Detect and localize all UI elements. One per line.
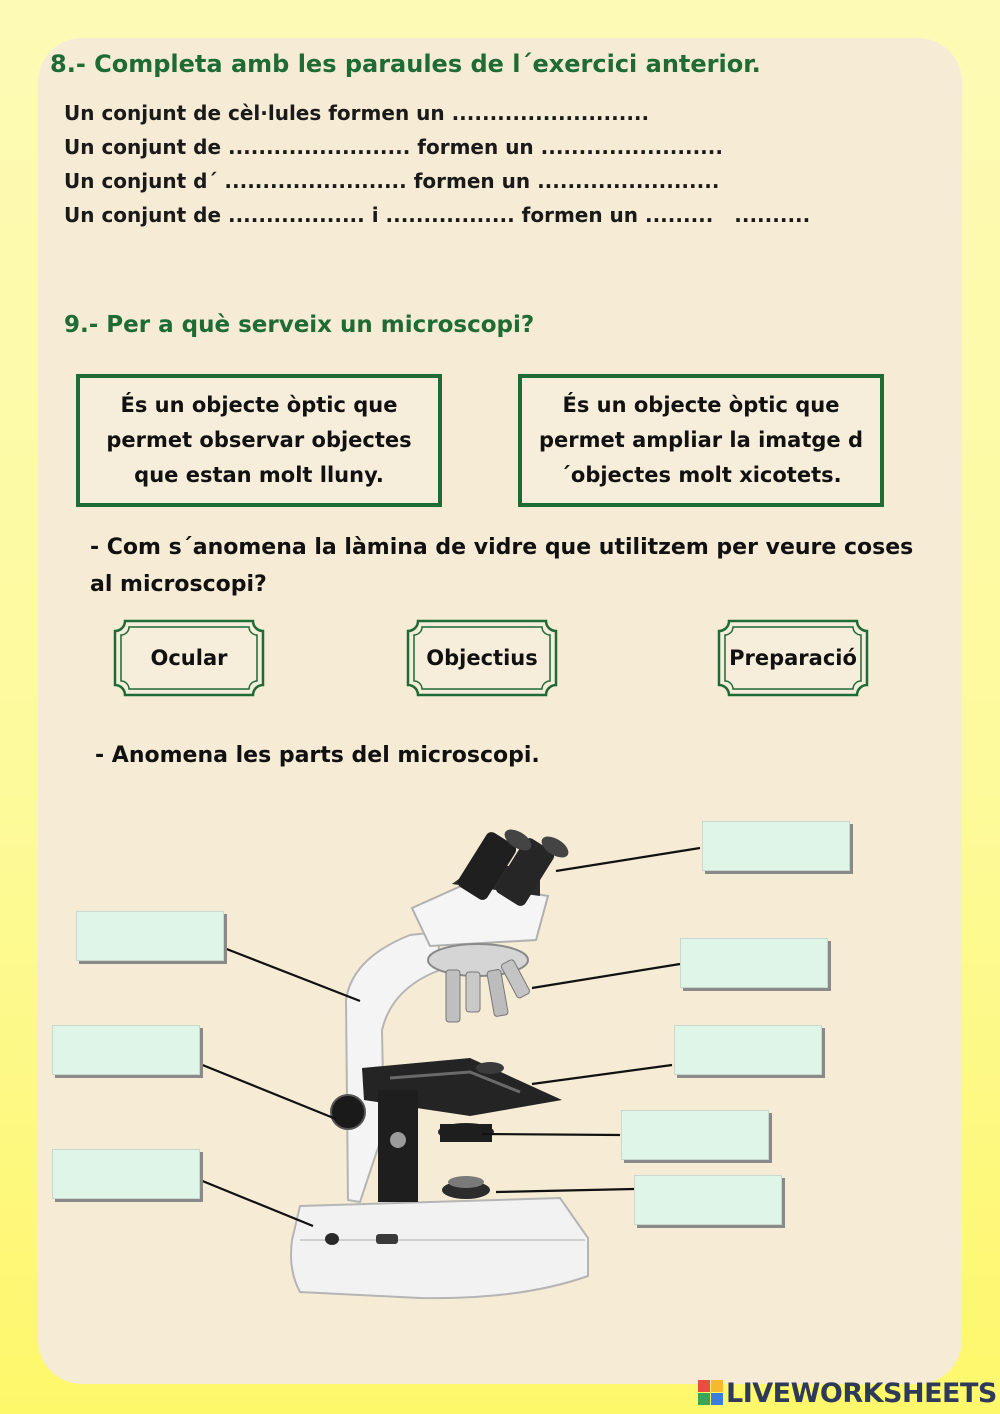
choice-objectius-label: Objectius: [426, 646, 538, 670]
logo-blocks-icon: [698, 1380, 724, 1406]
objective-lenses: [428, 944, 531, 1022]
choice-preparacio[interactable]: [717, 619, 869, 697]
choice-ocular[interactable]: [113, 619, 265, 697]
light-source: [442, 1176, 490, 1199]
answer-box-focus-knob[interactable]: [52, 1025, 200, 1075]
logo-text: LIVEWORKSHEETS: [726, 1377, 997, 1409]
answer-box-objectives[interactable]: [680, 938, 828, 988]
answer-box-condenser[interactable]: [621, 1110, 769, 1160]
question-glass-slide: - Com s´anomena la làmina de vidre que utilitzem per veure coses al microscopi?: [90, 535, 914, 597]
option-microscope-text: És un objecte òptic que permet ampliar la imatge d´objectes molt xicotets.: [538, 393, 863, 487]
answer-box-eyepiece[interactable]: [702, 821, 850, 871]
question-microscope-parts: - Anomena les parts del microscopi.: [95, 743, 540, 768]
choice-ocular-label: Ocular: [150, 646, 228, 670]
fill-line-3: Un conjunt d´ ........................ formen un ........................: [64, 169, 720, 193]
answer-box-light-source[interactable]: [634, 1175, 782, 1225]
liveworksheets-logo: [698, 1376, 997, 1410]
answer-box-arm[interactable]: [76, 911, 224, 961]
fill-line-4: Un conjunt de .................. i ................. formen un ......... ..........: [64, 203, 811, 227]
microscope-base: [291, 1198, 588, 1298]
answer-box-stage[interactable]: [674, 1025, 822, 1075]
choice-preparacio-label: Preparació: [729, 646, 857, 670]
exercise-9-title: 9.- Per a què serveix un microscopi?: [64, 312, 535, 338]
option-microscope[interactable]: [518, 374, 884, 507]
option-telescope[interactable]: [76, 374, 442, 507]
fill-line-2: Un conjunt de ........................ formen un ........................: [64, 135, 723, 159]
choice-objectius[interactable]: [406, 619, 558, 697]
exercise-8-title: 8.- Completa amb les paraules de l´exercici anterior.: [50, 50, 761, 78]
condenser: [438, 1123, 494, 1142]
answer-box-base[interactable]: [52, 1149, 200, 1199]
fill-line-1: Un conjunt de cèl·lules formen un ..........................: [64, 101, 650, 125]
option-telescope-text: És un objecte òptic que permet observar objectes que estan molt lluny.: [106, 393, 412, 487]
